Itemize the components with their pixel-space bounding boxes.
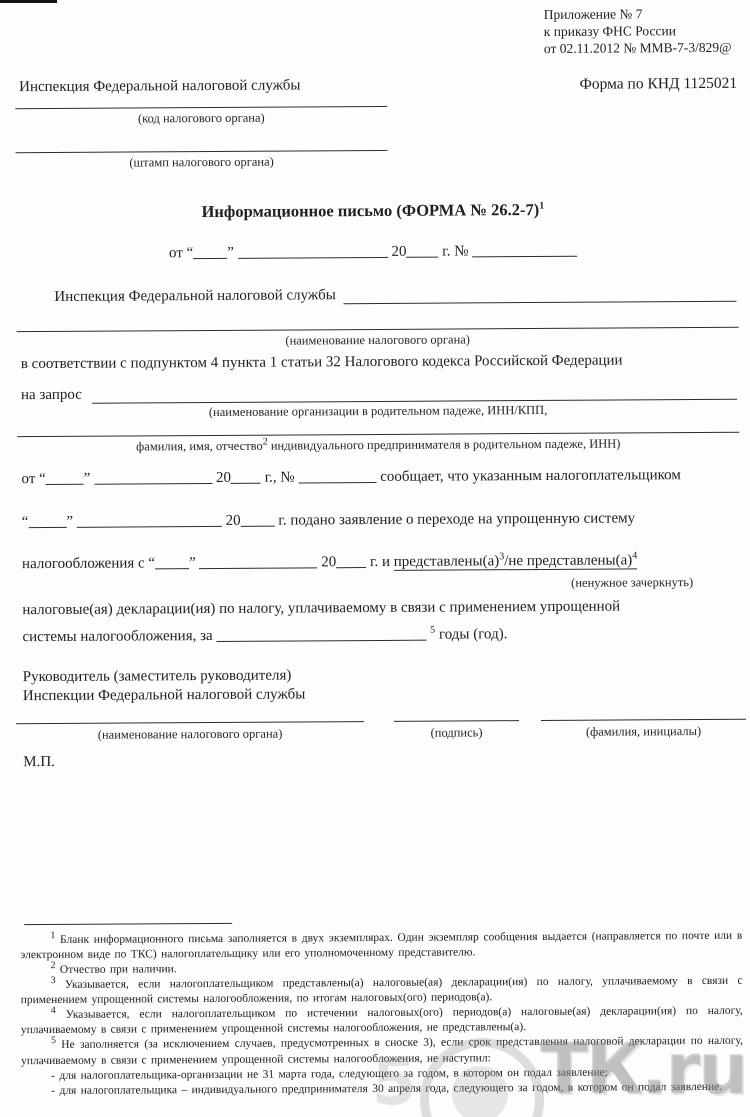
caption-org-name-1: (наименование организации в родительном падеже, ИНН/КПП,	[208, 402, 548, 420]
footnote-5-item: - для налогоплательщика – индивидуального предпринимателя 30 апреля года, следующего за годом, в котором он подал заявление.	[51, 1080, 723, 1097]
month-blank	[199, 553, 317, 569]
legal-basis-line: в соответствии с подпунктом 4 пункта 1 статьи 32 Налогового кодекса Российской Федерации	[20, 352, 623, 373]
inspection-name-blank	[344, 284, 737, 304]
footnote-separator	[24, 923, 232, 925]
appendix-block	[544, 5, 732, 57]
request-blank	[92, 382, 737, 404]
inspection-name-line: Инспекция Федеральной налоговой службы	[20, 284, 736, 307]
declarations-line: налоговые(ая) декларации(ия) по налогу, уплачиваемому в связи с применением упрощенной	[22, 598, 621, 619]
footnote-3: $^3$ Указывается, если налогоплательщиком представлены(а) налоговые(ая) декларации(ия) по налогу, уплачиваемому в связи с применением упрощенной системы налогообложения, по итогам налоговых(ого) периодов(а).	[20, 974, 743, 1007]
footnote-ref-4: 4	[632, 550, 638, 562]
submitted-choice: $представлены(а)^3/не$ $представлены(а)^4$	[393, 550, 638, 570]
footnote-2: $^2$ Отчество при наличии.	[50, 960, 177, 977]
month-blank	[77, 512, 222, 528]
watermark-emblem-inner	[452, 1066, 508, 1117]
footnote-4: $^4$ Указывается, если налогоплательщиком по истечении налоговых(ого) периодов(а) налоговые(ая) декларации(ия) по налогу, уплачиваемому в связи с применением упрощенной системы налогообложения, не представлены(а).	[20, 1005, 743, 1037]
caption-signature: (подпись)	[430, 725, 483, 740]
month-blank	[94, 469, 212, 485]
caption-tax-authority-code: (код налогового органа)	[137, 110, 265, 126]
request-number-blank	[298, 468, 376, 483]
document-title	[0, 199, 748, 224]
request-line: на запрос	[21, 382, 737, 405]
title-text: Информационное письмо (ФОРМА № 26.2-7)	[201, 199, 540, 222]
application-date-line: “ ” 20 г. подано заявление о переходе на упрощенную систему	[21, 510, 636, 531]
request-date-line: от “ ” 20 г., № сообщает, что указанным налогоплательщиком	[21, 467, 681, 488]
form-knd-code: Форма по КНД 1125021	[579, 74, 738, 93]
signature-authority-blank	[16, 721, 364, 724]
watermark-text: ТК.ru	[540, 1028, 746, 1110]
footnote-5-item: - для налогоплательщика-организации не 31 марта года, следующего за годом, в котором он подал заявление;	[51, 1066, 609, 1082]
letter-date-number-line: от “ ” 20 г. №	[0, 241, 748, 264]
tax-authority-stamp-blank	[16, 150, 388, 153]
footnote-ref-2: 2	[262, 436, 268, 448]
footnote-ref-5: 5	[430, 624, 436, 636]
signature-blank	[394, 720, 519, 722]
appendix-line: от 02.11.2012 № ММВ-7-3/829@	[543, 39, 732, 56]
year-blank	[241, 512, 275, 527]
letter-number-blank	[472, 242, 577, 258]
caption-tax-authority-stamp: (штамп налогового органа)	[129, 154, 274, 170]
appendix-line: Приложение № 7	[543, 6, 643, 22]
title-footnote-ref: 1	[539, 200, 545, 212]
caption-authority-name: (наименование налогового органа)	[285, 332, 470, 348]
day-blank	[193, 244, 227, 259]
month-blank	[238, 243, 388, 259]
footnote-ref-3: 3	[499, 551, 505, 563]
day-blank	[155, 554, 189, 569]
year-blank	[406, 243, 438, 258]
year-blank	[336, 553, 366, 568]
footnote-5: $^5$ Не заполняется (за исключением случаев, предусмотренных в сноске 3), если срок представления налоговой декларации по налогу, уплачиваемому в связи с применением упрощенной системы налогообложения, не наступил: - для налогоплательщика-организации не 31 марта года, следующего за годом, в котором он подал заявление; - для налогоплательщика – индивидуального предпринимателя 30 апреля года, следующего за годом, в котором он подал заявление.	[21, 1034, 743, 1099]
appendix-line: к приказу ФНС России	[543, 23, 676, 39]
caption-org-name-2: фамилия, имя, отчество$^2$ индивидуального предпринимателя в родительном падеже, ИНН)	[136, 436, 621, 454]
tax-authority-code-blank	[15, 106, 387, 109]
year-blank	[231, 469, 261, 484]
taxation-start-date-line: налогообложения с “ ” 20 г. и $представлены(а)^3/не$ $представлены(а)^4$	[21, 550, 638, 573]
signatory-title: Руководитель (заместитель руководителя) Инспекции Федеральной налоговой службы	[22, 667, 306, 704]
day-blank	[28, 513, 66, 528]
years-blank	[216, 626, 426, 642]
caption-signature-authority: (наименование налогового органа)	[97, 726, 283, 742]
signature-name-blank	[541, 719, 746, 721]
day-blank	[46, 470, 84, 485]
caption-signature-name: (фамилия, инициалы)	[585, 724, 702, 739]
inspection-header-label: Инспекция Федеральной налоговой службы	[19, 77, 301, 96]
footnote-1: $^1$ Бланк информационного письма заполняется в двух экземплярах. Один экземпляр сообщения выдается (направляется по почте или в электронном виде по ТКС) налогоплательщику или его уполномоченному представителю.	[20, 929, 743, 962]
watermark-glyph: 5	[372, 1046, 417, 1117]
caption-strike-out: (ненужное зачеркнуть)	[571, 575, 694, 590]
years-line: системы налогообложения, за $^5$ годы (год).	[22, 624, 508, 646]
stamp-place-label: М.П.	[23, 753, 55, 771]
